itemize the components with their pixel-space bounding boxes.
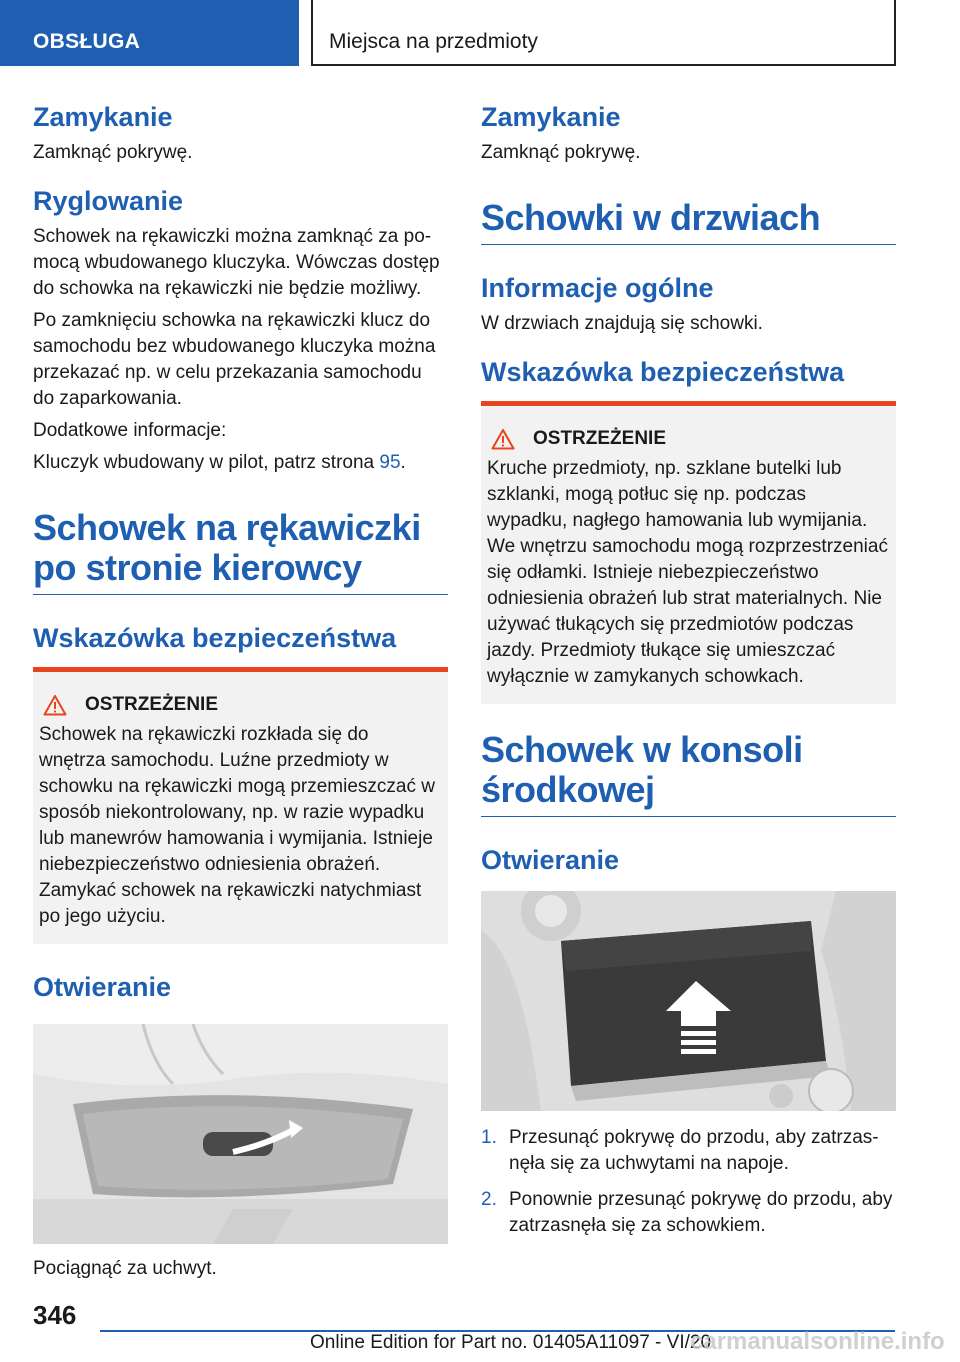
door-heading-wrap bbox=[481, 198, 896, 245]
locking-ref-end: . bbox=[400, 452, 406, 473]
section-label: OBSŁUGA bbox=[33, 30, 141, 53]
right-warning-text: Kruche przedmioty, np. szklane butelki lub szklanki, mogą potłuc się np. podczas wypadku, nagłego hamowania lub wymijania. We wnętrzu samochodu mogą rozprzestrzeniać się odłamki. Istnieje niebezpieczeństwo odniesienia obrażeń lub strat materialnych. Nie używać tłukących się przedmiotów podczas jazdy. Przedmioty tłukące się umieszczać wyłącznie w zamykanych schowkach. bbox=[487, 458, 888, 687]
general-info-heading: Informacje ogólne bbox=[481, 273, 714, 303]
right-warning-title bbox=[487, 428, 888, 450]
warning-label: OSTRZEŻENIE bbox=[85, 694, 219, 715]
right-opening-heading: Otwieranie bbox=[481, 845, 620, 875]
step-number: 2. bbox=[481, 1189, 497, 1210]
locking-paragraph-2: Po zamknięciu schowka na rękawiczki klucz do samochodu bez wbudowanego kluczyka można przekazać np. w celu przekazania samochodu do zaparkowania. bbox=[33, 310, 436, 409]
general-info-text: W drzwiach znajdują się schowki. bbox=[481, 313, 763, 334]
right-closing-heading: Zamykanie bbox=[481, 102, 621, 132]
warning-text: Schowek na rękawiczki rozkłada się do wnętrza samochodu. Luźne przedmioty w schowku na rękawiczki mogą przemieszczać w sposób niekontrolowany, np. w razie wypadku lub manewrów hamowania i wymijania. Istnieje niebezpieczeństwo odniesienia obrażeń. Zamykać schowek na rękawiczki natychmiast po jego użyciu. bbox=[39, 724, 435, 927]
step-text: Ponownie przesunąć pokrywę do przodu, aby zatrzasnęła się za schowkiem. bbox=[509, 1189, 893, 1236]
console-heading-wrap bbox=[481, 730, 896, 817]
step-number: 1. bbox=[481, 1127, 497, 1148]
chapter-label: Miejsca na przedmioty bbox=[329, 30, 538, 53]
right-warning-box bbox=[481, 401, 896, 704]
list-item bbox=[481, 1125, 896, 1177]
opening-heading: Otwieranie bbox=[33, 972, 172, 1002]
door-compartments-heading: Schowki w drzwiach bbox=[481, 197, 821, 238]
step-text: Przesunąć pokrywę do przodu, aby zatrzasnęła się za uchwytami na napoje. bbox=[509, 1127, 879, 1174]
closing-text: Zamknąć pokrywę. bbox=[33, 142, 193, 163]
right-safety-heading: Wskazówka bezpieczeństwa bbox=[481, 357, 845, 387]
section-tab[interactable] bbox=[0, 0, 299, 66]
right-closing-text: Zamknąć pokrywę. bbox=[481, 142, 641, 163]
left-column bbox=[33, 100, 448, 1288]
page-ref-link[interactable]: 95 bbox=[379, 452, 401, 473]
warning-title bbox=[39, 694, 440, 716]
locking-paragraph-4 bbox=[33, 450, 448, 476]
locking-paragraph-1: Schowek na rękawiczki można zamknąć za pomocą wbudowanego kluczyka. Wówczas dostęp do schowka na rękawiczki nie będzie możliwy. bbox=[33, 226, 440, 299]
glovebox-illustration bbox=[33, 1024, 448, 1244]
glovebox-heading-wrap bbox=[33, 508, 448, 595]
safety-heading: Wskazówka bezpieczeństwa bbox=[33, 623, 397, 653]
watermark: carmanualsonline.info bbox=[690, 1328, 945, 1355]
page-number: 346 bbox=[33, 1300, 77, 1330]
closing-heading: Zamykanie bbox=[33, 102, 173, 132]
footer-edition: Online Edition for Part no. 01405A11097 - VI/20 bbox=[310, 1332, 712, 1353]
locking-heading: Ryglowanie bbox=[33, 186, 184, 216]
warning-triangle-icon bbox=[491, 428, 515, 450]
glovebox-heading: Schowek na rękawiczki po stronie kierowcy bbox=[33, 507, 421, 588]
right-column bbox=[481, 100, 896, 1249]
warning-triangle-icon bbox=[43, 694, 67, 716]
chapter-header bbox=[311, 0, 896, 66]
list-item bbox=[481, 1187, 896, 1239]
console-compartment-heading: Schowek w konsoli środkowej bbox=[481, 729, 803, 810]
right-warning-label: OSTRZEŻENIE bbox=[533, 428, 667, 449]
console-illustration bbox=[481, 891, 896, 1111]
warning-box bbox=[33, 667, 448, 944]
locking-ref-text: Kluczyk wbudowany w pilot, patrz strona bbox=[33, 452, 380, 473]
opening-caption: Pociągnąć za uchwyt. bbox=[33, 1258, 217, 1279]
locking-paragraph-3: Dodatkowe informacje: bbox=[33, 420, 227, 441]
opening-steps-list bbox=[481, 1125, 896, 1239]
